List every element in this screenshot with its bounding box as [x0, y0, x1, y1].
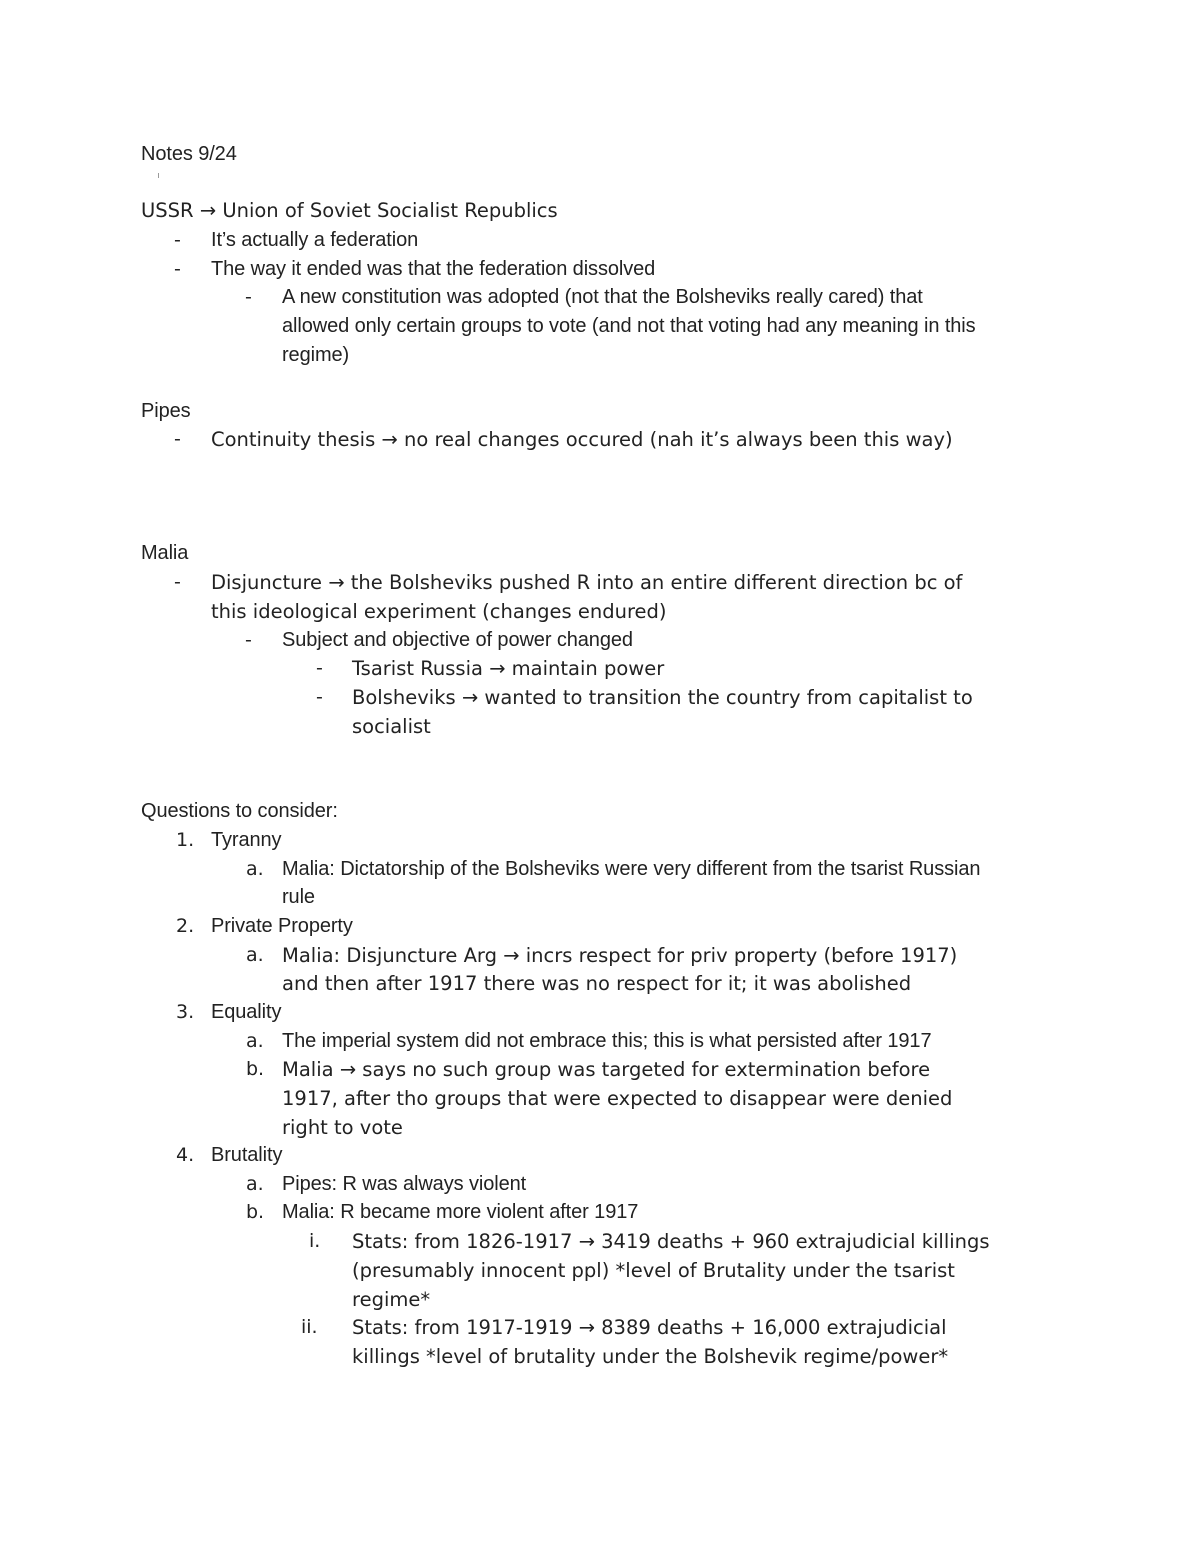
equality-b-line1: Malia → says no such group was targeted for extermination before	[282, 1058, 931, 1081]
brutality-stats-i-line2: (presumably innocent ppl) *level of Brutality under the tsarist	[352, 1259, 955, 1282]
equality-a: The imperial system did not embrace this; this is what persisted after 1917	[282, 1030, 932, 1052]
brutality-stats-i-line1: Stats: from 1826-1917 → 3419 deaths + 960 extrajudicial killings	[352, 1230, 990, 1253]
question-brutality: Brutality	[211, 1144, 283, 1166]
list-letter: b.	[246, 1058, 265, 1080]
malia-subsub-tsarist: Tsarist Russia → maintain power	[352, 657, 665, 680]
list-letter: a.	[246, 944, 264, 966]
bullet-dash: -	[316, 686, 323, 708]
list-letter: a.	[246, 1030, 264, 1052]
equality-b-line3: right to vote	[282, 1116, 403, 1139]
ussr-sub-constitution-line3: regime)	[282, 344, 350, 366]
property-a-line2: and then after 1917 there was no respect for it; it was abolished	[282, 972, 912, 995]
page-title: Notes 9/24	[141, 143, 237, 165]
pipes-bullet-continuity: Continuity thesis → no real changes occured (nah it’s always been this way)	[211, 428, 953, 451]
ussr-sub-constitution-line1: A new constitution was adopted (not that the Bolsheviks really cared) that	[282, 286, 923, 308]
bullet-dash: -	[174, 571, 181, 593]
malia-subsub-bolsheviks-line1: Bolsheviks → wanted to transition the country from capitalist to	[352, 686, 973, 709]
cursor-mark	[158, 173, 159, 178]
bullet-dash: -	[245, 286, 252, 308]
bullet-dash: -	[245, 629, 252, 651]
malia-heading: Malia	[141, 542, 189, 564]
malia-bullet-disjuncture-line1: Disjuncture → the Bolsheviks pushed R into an entire different direction bc of	[211, 571, 963, 594]
malia-bullet-disjuncture-line2: this ideological experiment (changes endured)	[211, 600, 667, 623]
tyranny-a-line1: Malia: Dictatorship of the Bolsheviks were very different from the tsarist Russian	[282, 858, 981, 880]
ussr-sub-constitution-line2: allowed only certain groups to vote (and not that voting had any meaning in this	[282, 315, 976, 337]
pipes-heading: Pipes	[141, 400, 191, 422]
tyranny-a-line2: rule	[282, 886, 315, 908]
brutality-b: Malia: R became more violent after 1917	[282, 1201, 639, 1223]
list-number: 3.	[176, 1001, 195, 1023]
ussr-heading: USSR → Union of Soviet Socialist Republics	[141, 199, 558, 222]
bullet-dash: -	[174, 258, 181, 280]
bullet-dash: -	[174, 428, 181, 450]
question-tyranny: Tyranny	[211, 829, 282, 851]
brutality-stats-ii-line1: Stats: from 1917-1919 → 8389 deaths + 16,000 extrajudicial	[352, 1316, 947, 1339]
brutality-a: Pipes: R was always violent	[282, 1173, 527, 1195]
ussr-bullet-dissolved: The way it ended was that the federation dissolved	[211, 258, 656, 280]
list-letter: a.	[246, 858, 264, 880]
list-number: 4.	[176, 1144, 195, 1166]
list-roman: ii.	[301, 1316, 318, 1338]
list-letter: b.	[246, 1201, 265, 1223]
list-letter: a.	[246, 1173, 264, 1195]
question-private-property: Private Property	[211, 915, 353, 937]
property-a-line1: Malia: Disjuncture Arg → incrs respect for priv property (before 1917)	[282, 944, 958, 967]
equality-b-line2: 1917, after tho groups that were expected to disappear were denied	[282, 1087, 953, 1110]
bullet-dash: -	[316, 657, 323, 679]
questions-heading: Questions to consider:	[141, 800, 338, 822]
brutality-stats-i-line3: regime*	[352, 1288, 431, 1311]
list-number: 1.	[176, 829, 195, 851]
malia-sub-power: Subject and objective of power changed	[282, 629, 633, 651]
list-number: 2.	[176, 915, 195, 937]
bullet-dash: -	[174, 229, 181, 251]
malia-subsub-bolsheviks-line2: socialist	[352, 715, 431, 738]
list-roman: i.	[309, 1230, 321, 1252]
question-equality: Equality	[211, 1001, 282, 1023]
ussr-bullet-federation: It’s actually a federation	[211, 229, 419, 251]
brutality-stats-ii-line2: killings *level of brutality under the Bolshevik regime/power*	[352, 1345, 949, 1368]
